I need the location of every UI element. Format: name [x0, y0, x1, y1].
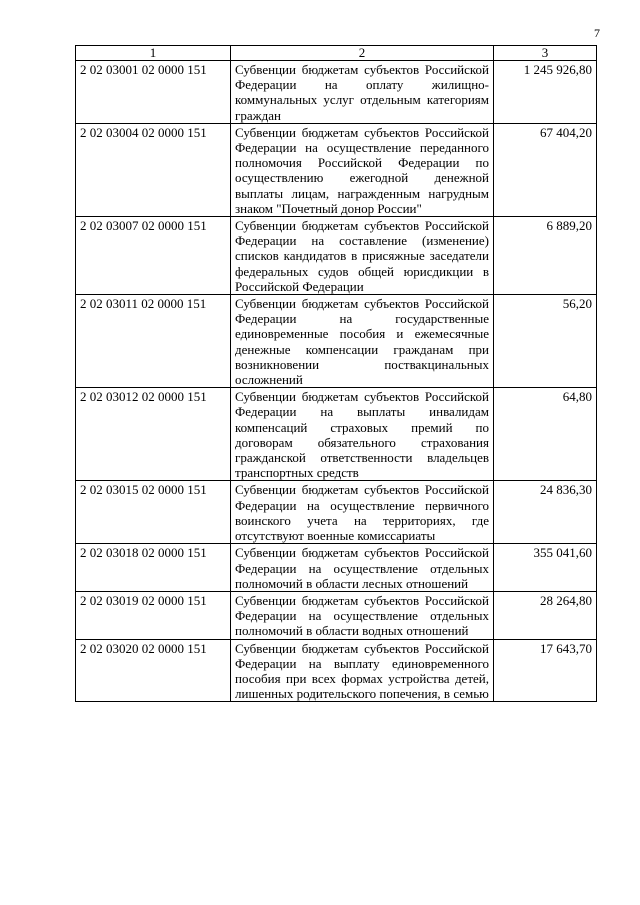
budget-amount: 28 264,80: [494, 591, 597, 639]
table-row: [76, 481, 597, 544]
column-header-1: 1: [76, 46, 231, 61]
budget-item-name: Субвенции бюджетам субъектов Российской Федерации на выплату единовременного пособия при всех формах устройства детей, лишенных родительского попечения, в семью: [231, 639, 494, 702]
column-header-3: 3: [494, 46, 597, 61]
column-header-2: 2: [231, 46, 494, 61]
table-row: [76, 217, 597, 295]
budget-table: [75, 45, 597, 702]
budget-code: 2 02 03018 02 0000 151: [76, 544, 231, 592]
budget-item-name: Субвенции бюджетам субъектов Российской Федерации на составление (изменение) списков кандидатов в присяжные заседатели федеральных судов общей юрисдикции в Российской Федерации: [231, 217, 494, 295]
budget-code: 2 02 03020 02 0000 151: [76, 639, 231, 702]
table-row: [76, 123, 597, 216]
budget-amount: 6 889,20: [494, 217, 597, 295]
budget-item-name: Субвенции бюджетам субъектов Российской Федерации на осуществление отдельных полномочий в области водных отношений: [231, 591, 494, 639]
budget-item-name: Субвенции бюджетам субъектов Российской Федерации на осуществление первичного воинского учета на территориях, где отсутствуют военные комиссариаты: [231, 481, 494, 544]
table-row: [76, 544, 597, 592]
page-number: 7: [594, 26, 600, 40]
budget-code: 2 02 03012 02 0000 151: [76, 388, 231, 481]
budget-item-name: Субвенции бюджетам субъектов Российской Федерации на выплаты инвалидам компенсаций страховых премий по договорам обязательного страхования гражданской ответственности владельцев транспортных средств: [231, 388, 494, 481]
budget-amount: 56,20: [494, 295, 597, 388]
budget-code: 2 02 03007 02 0000 151: [76, 217, 231, 295]
budget-amount: 24 836,30: [494, 481, 597, 544]
budget-amount: 67 404,20: [494, 123, 597, 216]
budget-amount: 355 041,60: [494, 544, 597, 592]
budget-amount: 1 245 926,80: [494, 61, 597, 124]
budget-code: 2 02 03004 02 0000 151: [76, 123, 231, 216]
table-row: [76, 639, 597, 702]
budget-code: 2 02 03001 02 0000 151: [76, 61, 231, 124]
budget-amount: 64,80: [494, 388, 597, 481]
table-row: [76, 591, 597, 639]
budget-code: 2 02 03015 02 0000 151: [76, 481, 231, 544]
budget-amount: 17 643,70: [494, 639, 597, 702]
table-row: [76, 61, 597, 124]
budget-code: 2 02 03019 02 0000 151: [76, 591, 231, 639]
budget-item-name: Субвенции бюджетам субъектов Российской Федерации на осуществление отдельных полномочий в области лесных отношений: [231, 544, 494, 592]
budget-code: 2 02 03011 02 0000 151: [76, 295, 231, 388]
table-row: [76, 388, 597, 481]
table-header-row: [76, 46, 597, 61]
budget-item-name: Субвенции бюджетам субъектов Российской Федерации на оплату жилищно-коммунальных услуг отдельным категориям граждан: [231, 61, 494, 124]
budget-item-name: Субвенции бюджетам субъектов Российской Федерации на осуществление переданного полномочия Российской Федерации по осуществлению ежегодной денежной выплаты лицам, награжденным нагрудным знаком "Почетный донор России": [231, 123, 494, 216]
budget-item-name: Субвенции бюджетам субъектов Российской Федерации на государственные единовременные пособия и ежемесячные денежные компенсации гражданам при возникновении поствакцинальных осложнений: [231, 295, 494, 388]
table-row: [76, 295, 597, 388]
